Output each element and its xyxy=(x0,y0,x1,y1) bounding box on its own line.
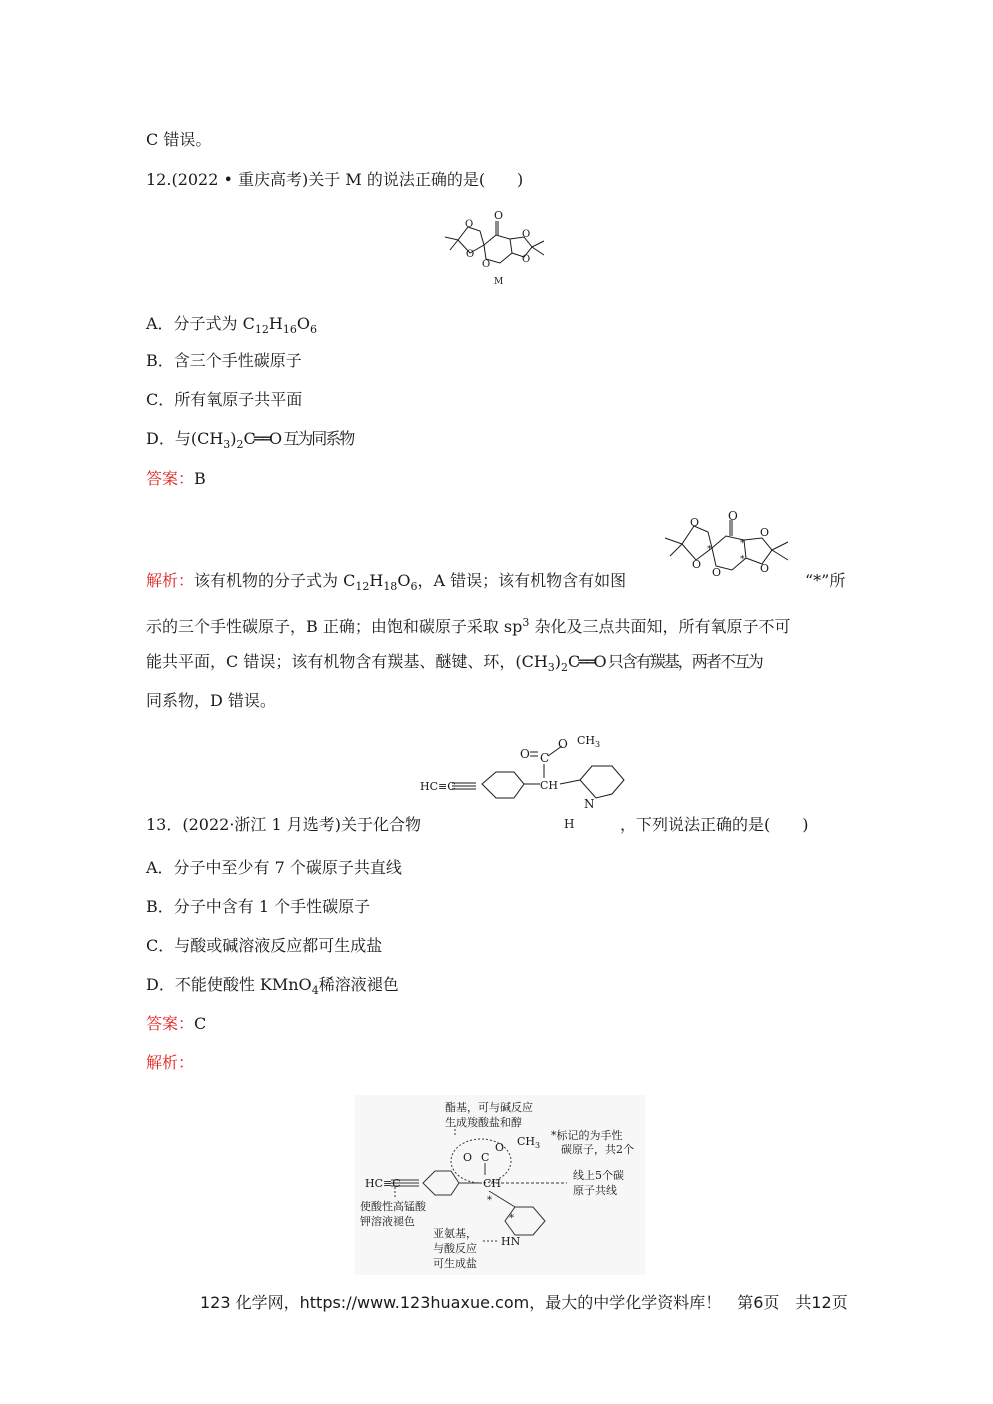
q12-molecule-m xyxy=(440,205,560,290)
subscript: 4 xyxy=(311,984,319,997)
ester-note: 生成羧酸盐和醇 xyxy=(445,1116,522,1129)
alkyne-label: HC≡C xyxy=(420,780,456,793)
option-text: D．不能使酸性 KMnO xyxy=(146,975,312,994)
page-footer: 123 化学网，https://www.123huaxue.com，最大的中学化学资料库！ 第6页 共12页 xyxy=(200,1293,848,1312)
option-text: D．与(CH xyxy=(146,429,224,448)
q12-option-a[interactable] xyxy=(146,314,317,340)
q12-analysis-line-2 xyxy=(146,613,790,637)
analysis-text: 能共平面，C 错误；该有机物含有羰基、醚键、环，(CH xyxy=(146,652,548,671)
q13-option-d[interactable] xyxy=(146,975,399,1001)
oxygen-label: O xyxy=(520,747,530,761)
subscript: 12 xyxy=(254,323,269,336)
q13-answer xyxy=(146,1014,206,1034)
subscript: 3 xyxy=(223,438,231,451)
alkyne-label: HC≡C xyxy=(365,1177,401,1190)
hn-label: HN xyxy=(501,1235,521,1248)
oxygen-label: O xyxy=(760,562,770,575)
q12-option-d[interactable] xyxy=(146,429,353,455)
q13-molecule xyxy=(420,728,650,833)
chiral-star: * xyxy=(740,539,745,549)
oxygen-label: O xyxy=(558,737,568,751)
answer-label: 答案： xyxy=(146,1014,195,1033)
subscript: 16 xyxy=(282,323,297,336)
formula-part: C xyxy=(242,314,255,333)
analysis-text: C══O 只含有羰基，两者不互为 xyxy=(568,652,762,671)
alkyne-note: 钾溶液褪色 xyxy=(360,1215,415,1228)
oxygen-label: O xyxy=(495,1141,505,1154)
oxygen-label: O xyxy=(466,249,475,260)
option-text: ) xyxy=(230,429,237,448)
subscript: 2 xyxy=(561,661,569,674)
q12-stem: 12.(2022 • 重庆高考)关于 M 的说法正确的是( ) xyxy=(146,170,524,189)
oxygen-label: O xyxy=(760,526,770,539)
answer-label: 答案： xyxy=(146,469,195,488)
oxygen-label: O xyxy=(522,254,531,265)
amine-note: 亚氨基， xyxy=(433,1227,477,1240)
q13-analysis-figure xyxy=(355,1095,645,1275)
carbon-label: C xyxy=(481,1151,490,1164)
q11-tail: C 错误。 xyxy=(146,130,212,149)
oxygen-label: O xyxy=(692,558,702,571)
q12-analysis-line-1 xyxy=(146,571,626,597)
q12-analysis-molecule xyxy=(660,508,810,588)
methyl-label: $CH_3$ xyxy=(517,1135,541,1150)
analysis-label: 解析： xyxy=(146,571,195,590)
oxygen-label: O xyxy=(463,1151,473,1164)
alkyne-note: 使酸性高锰酸 xyxy=(360,1200,426,1213)
formula-part: H xyxy=(268,314,283,333)
option-text: A．分子式为 xyxy=(146,314,243,333)
q13-option-b[interactable]: B．分子中含有 1 个手性碳原子 xyxy=(146,897,371,916)
analysis-text: ，A 错误；该有机物含有如图 xyxy=(417,571,627,590)
amine-note: 与酸反应 xyxy=(433,1242,477,1255)
chiral-star: * xyxy=(509,1213,514,1224)
analysis-text: 示的三个手性碳原子，B 正确；由饱和碳原子采取 sp xyxy=(146,617,523,636)
q13-stem-pre: 13．(2022·浙江 1 月选考)关于化合物 xyxy=(146,815,422,834)
analysis-text: H xyxy=(369,571,384,590)
q12-option-b[interactable]: B．含三个手性碳原子 xyxy=(146,351,302,370)
analysis-text: ) xyxy=(554,652,562,671)
ester-note: 酯基，可与碱反应 xyxy=(445,1101,533,1114)
line-note: 线上5个碳 xyxy=(573,1169,624,1182)
carbonyl-o: O xyxy=(728,509,738,523)
option-text: 稀溶液褪色 xyxy=(318,975,399,994)
subscript: 6 xyxy=(309,323,317,336)
superscript: 3 xyxy=(522,616,530,629)
oxygen-label: O xyxy=(690,516,700,529)
subscript: 6 xyxy=(410,580,418,593)
option-text: C══O 互为同系物 xyxy=(243,429,354,448)
answer-value: C xyxy=(194,1014,207,1033)
subscript: 3 xyxy=(547,661,555,674)
carbonyl-o: O xyxy=(494,209,504,222)
chiral-star: * xyxy=(707,545,712,555)
q12-analysis-line-4: 同系物，D 错误。 xyxy=(146,691,276,710)
carbon-label: C xyxy=(540,751,550,765)
oxygen-label: O xyxy=(482,259,491,270)
q12-analysis-line-3 xyxy=(146,652,762,678)
oxygen-label: O xyxy=(465,219,474,230)
analysis-text: O xyxy=(397,571,411,590)
hydrogen-label: H xyxy=(564,817,575,831)
q13-stem-post: ，下列说法正确的是( ) xyxy=(620,815,809,834)
chiral-note: *标记的为手性 xyxy=(551,1129,623,1142)
analysis-text: 该有机物的分子式为 C xyxy=(194,571,356,590)
chiral-star: * xyxy=(487,1195,492,1206)
methyl-label: $CH_3$ xyxy=(577,734,601,749)
amine-note: 可生成盐 xyxy=(433,1257,477,1270)
chiral-note: 碳原子，共2个 xyxy=(561,1143,634,1156)
formula-part: O xyxy=(296,314,310,333)
answer-value: B xyxy=(194,469,206,488)
q13-option-a[interactable]: A．分子中至少有 7 个碳原子共直线 xyxy=(146,858,402,877)
nitrogen-label: N xyxy=(584,797,595,811)
line-note: 原子共线 xyxy=(573,1184,617,1197)
subscript: 12 xyxy=(355,580,370,593)
oxygen-label: O xyxy=(522,229,531,240)
subscript: 2 xyxy=(236,438,244,451)
q13-analysis-label: 解析： xyxy=(146,1053,195,1072)
q12-answer xyxy=(146,469,206,489)
mol-label-m: M xyxy=(494,277,504,287)
subscript: 18 xyxy=(383,580,398,593)
analysis-text: 杂化及三点共面知，所有氧原子不可 xyxy=(529,617,791,636)
ch-label: CH xyxy=(540,779,559,792)
chiral-star: * xyxy=(740,555,745,565)
q13-option-c[interactable]: C．与酸或碱溶液反应都可生成盐 xyxy=(146,936,383,955)
ch-label: CH xyxy=(483,1177,502,1190)
q12-option-c[interactable]: C．所有氧原子共平面 xyxy=(146,390,303,409)
oxygen-label: O xyxy=(712,566,722,579)
q12-analysis-star-note: “*”所 xyxy=(805,571,846,590)
